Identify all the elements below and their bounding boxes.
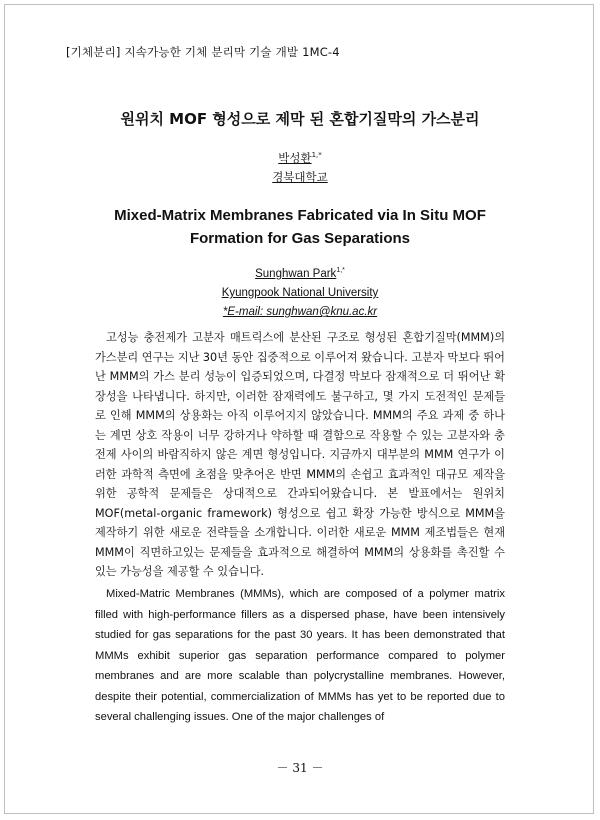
english-title-line-2: Formation for Gas Separations: [189, 230, 411, 247]
english-title: [0, 204, 600, 250]
english-affiliation-text: Kyungpook National University: [221, 287, 379, 299]
running-head: [기체분리] 지속가능한 기체 분리막 기술 개발 1MC-4: [66, 45, 340, 59]
english-author-name: Sunghwan Park: [255, 268, 337, 280]
page-number: － 31 －: [276, 761, 324, 775]
english-author-mark: 1,*: [336, 267, 345, 275]
korean-abstract: [95, 328, 505, 582]
korean-abstract-paragraph: 고성능 충전제가 고분자 매트릭스에 분산된 구조로 형성된 혼합기질막(MMM)의 가스분리 연구는 지난 30년 동안 집중적으로 이루어져 왔습니다. 고분자 막보다 뛰어난 MMM의 가스 분리 성능이 입증되었으며, 다결정 막보다 잠재적으로 더 뛰어난 확장성을 나타냅니다. 하지만, 이러한 잠재력에도 불구하고, 몇 가지 도전적인 문제들로 인해 MMM의 상용화는 아직 이루어지지 않았습니다. MMM의 주요 과제 중 하나는 계면 상호 작용이 너무 강하거나 약하할 때 결함으로 작용할 수 있는 고분자와 충전제 사이의 바람직하지 않은 계면 형성입니다. 지금까지 대부분의 MMM 연구가 이러한 과학적 측면에 초점을 맞추어온 반면 MMM의 손쉽고 효과적인 대규모 제작을 위한 공학적 문제들은 상대적으로 간과되어왔습니다. 본 발표에서는 원위치 MOF(metal-organic framework) 형성으로 쉽고 확장 가능한 방식으로 MMM을 제작하기 위한 새로운 전략들을 소개합니다. 이러한 새로운 MMM 제조법들은 현재 MMM이 직면하고있는 문제들을 효과적으로 해결하여 MMM의 상용화를 촉진할 수 있는 가능성을 제공할 수 있습니다.: [95, 331, 505, 578]
english-abstract-paragraph: Mixed-Matric Membranes (MMMs), which are composed of a polymer matrix filled with high-performance fillers as a dispersed phase, have been intensively studied for gas separations for the past 30 years. It has been demonstrated that MMMs exhibit superior gas separation performance compared to polymer membranes and are more scalable than polycrystalline membranes. However, despite their potential, commercialization of MMMs has yet to be reported due to several challenging issues. One of the major challenges of: [95, 588, 505, 723]
email-address: [0, 306, 600, 318]
email-text: *E-mail: sunghwan@knu.ac.kr: [222, 306, 378, 318]
korean-title: 원위치 MOF 형성으로 제막 된 혼합기질막의 가스분리: [120, 110, 480, 128]
korean-affiliation-text: 경북대학교: [272, 170, 328, 184]
english-author: [0, 268, 600, 280]
english-affiliation: [0, 287, 600, 299]
english-title-line-1: Mixed-Matrix Membranes Fabricated via In Situ MOF: [114, 207, 486, 224]
korean-author-mark: 1,*: [311, 151, 322, 160]
korean-affiliation: [0, 169, 600, 185]
korean-author-name: 박성환: [278, 151, 312, 165]
korean-author: [0, 150, 600, 166]
english-abstract: [95, 584, 505, 728]
